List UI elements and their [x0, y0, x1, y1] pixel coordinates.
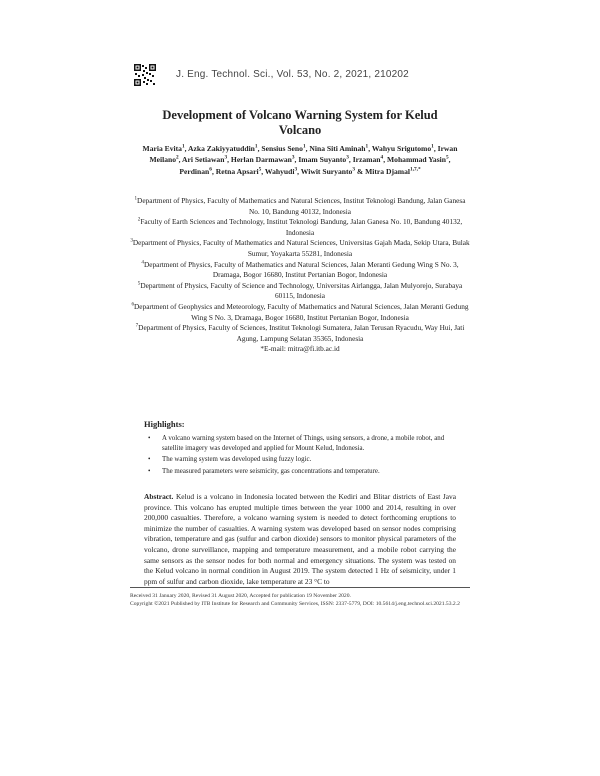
abstract-text: Kelud is a volcano in Indonesia located between the Kediri and Blitar districts of East Java province. This volcano has erupted multiple times between the year 1000 and 2014, resulting in over 200,000 casualties. Therefore, a volcano warning system is needed to detect forthcoming eruptions to minimize the number of casualties. A warning system was developed based on sensor nodes comprising vibration, temperature and gas (sulfur and carbon dioxide) sensors to monitor physical parameters of the volcano, drone surveillance, mapping and temperature measurement, and a mobile robot carrying the same sensors as the sensor nodes for both normal and emergency situations. The system was tested on the Kelud volcano in normal condition in August 2019. The system detected 1 Hz of seismicity, under 1 ppm of sulfur and carbon dioxide, lake temperature at 23 °C to: [144, 492, 456, 586]
highlights-heading: Highlights:: [144, 419, 185, 429]
highlight-item: [148, 434, 456, 453]
bullet-icon: •: [148, 456, 151, 464]
affiliation-3: [130, 238, 470, 259]
bullet-icon: •: [148, 435, 151, 442]
highlight-text: A volcano warning system based on the Internet of Things, using sensors, a drone, a mobile robot, and satellite imagery was developed and applied for Mount Kelud, Indonesia.: [162, 435, 445, 452]
abstract-label: Abstract.: [144, 492, 174, 501]
corresponding-email: *E-mail: mitra@fi.itb.ac.id: [260, 344, 340, 354]
footer-rule: [130, 587, 470, 588]
affiliation-marker: 7: [135, 322, 139, 329]
highlight-item: [148, 455, 456, 465]
highlight-text: The warning system was developed using fuzzy logic.: [162, 456, 312, 464]
affiliation-text: Faculty of Earth Sciences and Technology, Institut Teknologi Bandung, Jalan Ganesa No. 10, Bandung 40132, Indonesia: [140, 217, 463, 237]
affiliation-7: [130, 323, 470, 344]
highlight-item: [148, 467, 456, 477]
affiliation-text: Department of Physics, Faculty of Sciences, Institut Teknologi Sumatera, Jalan Terusan Ryacudu, Way Hui, Jati Agung, Lampung Selatan 35365, Indonesia: [138, 323, 465, 343]
affiliation-marker: 1: [134, 195, 138, 202]
affiliation-6: [130, 302, 470, 323]
affiliation-marker: 4: [141, 259, 144, 266]
affiliation-text: Department of Physics, Faculty of Mathematics and Natural Sciences, Institut Teknologi Bandung, Jalan Ganesa No. 10, Bandung 40132, Indonesia: [137, 196, 466, 216]
affiliation-4: [130, 260, 470, 281]
affiliation-2: [130, 217, 470, 238]
bullet-icon: •: [148, 467, 151, 475]
affiliation-marker: 2: [137, 216, 141, 223]
highlight-text: The measured parameters were seismicity, gas concentrations and temperature.: [162, 467, 380, 475]
received-dates: Received 31 January 2020, Revised 31 August 2020, Accepted for publication 19 November 2020.: [130, 593, 351, 599]
affiliation-text: Department of Physics, Faculty of Science and Technology, Universitas Airlangga, Jalan Mulyorejo, Surabaya 60115, Indonesia: [140, 280, 463, 301]
affiliation-text: Department of Physics, Faculty of Mathematics and Natural Sciences, Jalan Meranti Gedung Wing S No. 3, Dramaga, Bogor 16680, Institut Pertanian Bogor, Indonesia: [143, 259, 459, 280]
affiliation-text: Department of Physics, Faculty of Mathematics and Natural Sciences, Universitas Gajah Mada, Sekip Utara, Bulak Sumur, Yoyakarta 55281, Indonesia: [132, 238, 470, 258]
highlights-list: [148, 434, 456, 478]
affiliation-marker: 6: [131, 301, 135, 308]
author-list: Maria Evita$^1$, Azka Zakiyyatuddin$^1$, Sensius Seno$^1$, Nina Siti Aminah$^1$, Wahyu Srigutomo$^1$, Irwan Meilano$^2$, Ari Setiawan$^3$, Herlan Darmawan$^3$, Imam Suyanto$^3$, Irzaman$^4$, Mohammad Yasin$^5$, Perdinan$^6$, Retna Apsari$^5$, Wahyudi$^3$, Wiwit Suryanto$^3$ & Mitra Djamal$^{1,7,*}$: [142, 143, 458, 176]
affiliation-marker: 3: [130, 237, 133, 244]
paper-title: Development of Volcano Warning System for Kelud Volcano: [162, 108, 438, 137]
footer-notes: [130, 592, 470, 608]
qr-code-icon: [134, 64, 156, 86]
abstract: [144, 492, 456, 587]
affiliation-text: Department of Geophysics and Meteorology, Faculty of Mathematics and Natural Sciences, Jalan Meranti Gedung Wing S No. 3, Dramaga, Bogor 16680, Institut Pertanian Bogor, Indonesia: [134, 301, 469, 322]
affiliation-1: [130, 196, 470, 217]
copyright-line: Copyright ©2021 Published by ITB Institute for Research and Community Services, ISSN: 2337-5779, DOI: 10.5614/j.eng.technol.sci.2021.53.2.2: [130, 601, 460, 607]
journal-citation: J. Eng. Technol. Sci., Vol. 53, No. 2, 2021, 210202: [176, 69, 409, 80]
affiliation-marker: 5: [137, 280, 141, 287]
affiliation-5: [130, 281, 470, 302]
affiliations: [130, 196, 470, 355]
